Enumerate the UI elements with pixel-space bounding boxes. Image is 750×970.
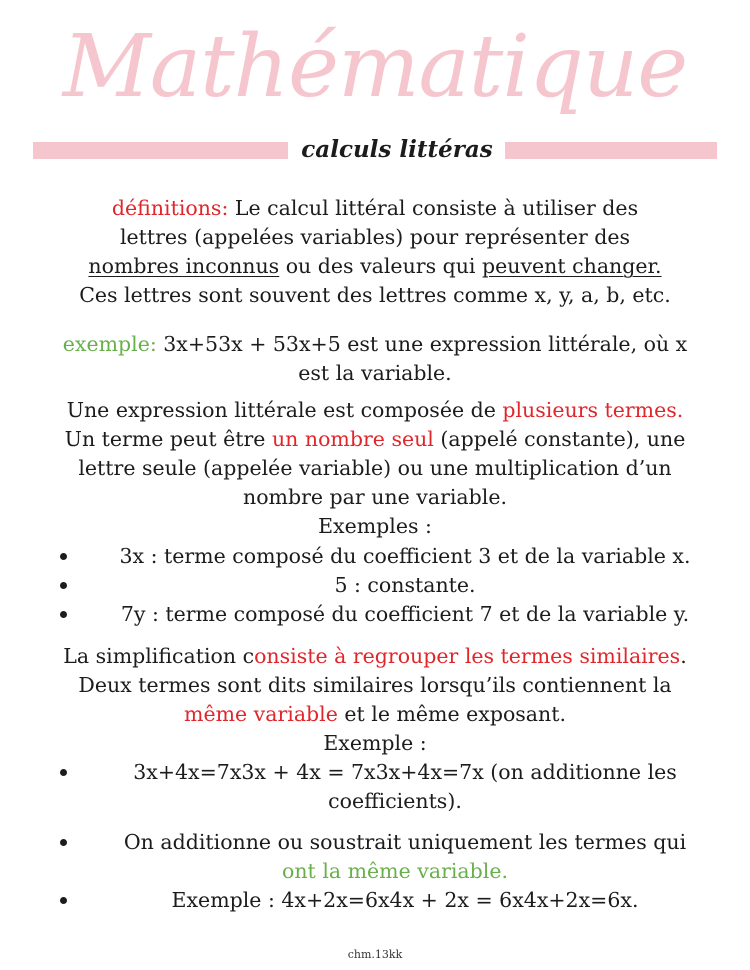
list-item: 3x+4x=7x3x + 4x = 7x3x+4x=7x (on additionne les: [0, 758, 750, 787]
decorative-bar-right: [505, 142, 717, 159]
list-item: 3x : terme composé du coefficient 3 et de la variable x.: [0, 542, 750, 571]
simplification-line-1: La simplification consiste à regrouper les termes similaires.: [63, 644, 687, 668]
list-item: 7y : terme composé du coefficient 7 et de la variable y.: [0, 600, 750, 629]
list-item-continuation: ont la même variable.: [282, 859, 508, 883]
highlight-term: plusieurs termes.: [502, 398, 684, 422]
example-line-1: exemple: 3x+53x + 53x+5 est une expression littérale, où x: [62, 332, 688, 356]
example-line-2: est la variable.: [298, 361, 452, 385]
decorative-bar-left: [33, 142, 288, 159]
definition-line-3: nombres inconnus ou des valeurs qui peuvent changer.: [88, 254, 662, 278]
footer-credit: chm.13kk: [347, 948, 403, 961]
bullet-icon: [60, 897, 67, 904]
definition-label: définitions:: [111, 196, 229, 220]
highlight-term: un nombre seul: [271, 427, 434, 451]
page-subtitle: calculs littéras: [301, 136, 493, 163]
example-label: exemple:: [62, 332, 157, 356]
underlined-term: peuvent changer.: [482, 254, 662, 278]
bullet-icon: [60, 582, 67, 589]
terms-line-4: nombre par une variable.: [243, 485, 507, 509]
terms-line-1: Une expression littérale est composée de plusieurs termes.: [66, 398, 684, 422]
bullet-icon: [60, 553, 67, 560]
definition-line-4: Ces lettres sont souvent des lettres comme x, y, a, b, etc.: [79, 283, 671, 307]
terms-line-3: lettre seule (appelée variable) ou une multiplication d’un: [78, 456, 672, 480]
definition-line-2: lettres (appelées variables) pour représenter des: [119, 225, 631, 249]
underlined-term: nombres inconnus: [88, 254, 280, 278]
bullet-icon: [60, 769, 67, 776]
bullet-icon: [60, 839, 67, 846]
page-title: Mathématique: [62, 17, 688, 117]
definition-line-1: définitions: Le calcul littéral consiste à utiliser des: [111, 196, 639, 220]
simplification-line-3: même variable et le même exposant.: [184, 702, 566, 726]
highlight-term: même variable: [184, 702, 338, 726]
list-item-continuation: coefficients).: [328, 789, 462, 813]
simplification-line-2: Deux termes sont dits similaires lorsqu’ils contiennent la: [78, 673, 672, 697]
example-heading: Exemple :: [323, 731, 427, 755]
highlight-term: onsiste à regrouper les termes similaires: [254, 644, 681, 668]
terms-line-2: Un terme peut être un nombre seul (appelé constante), une: [64, 427, 686, 451]
bullet-icon: [60, 611, 67, 618]
list-item: 5 : constante.: [0, 571, 750, 600]
list-item: On additionne ou soustrait uniquement les termes qui: [0, 828, 750, 857]
list-item: Exemple : 4x+2x=6x4x + 2x = 6x4x+2x=6x.: [0, 886, 750, 915]
examples-heading: Exemples :: [318, 514, 432, 538]
